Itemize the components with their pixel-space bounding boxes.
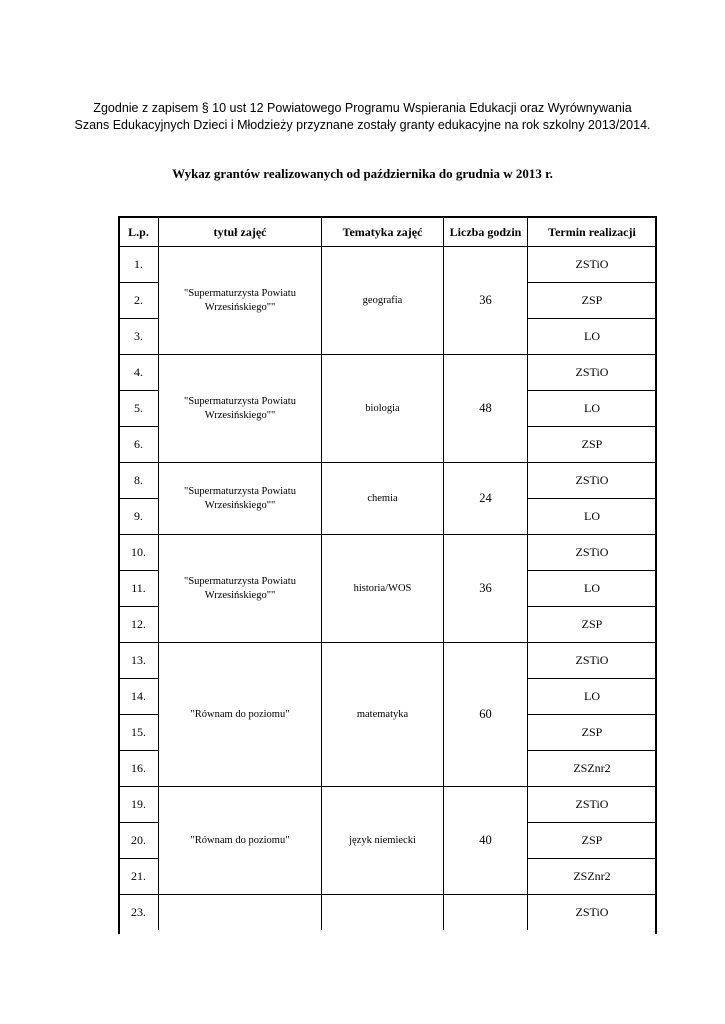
title-line: "Supermaturzysta Powiatu — [184, 287, 296, 299]
topic-cell: historia/WOS — [322, 535, 444, 643]
hours-cell — [444, 895, 528, 931]
lp-cell: 10. — [119, 535, 159, 571]
table-row — [119, 895, 657, 931]
term-cell: ZSTiO — [528, 895, 657, 931]
lp-cell: 16. — [119, 751, 159, 787]
title-line: Wrzesińskiego"" — [204, 499, 276, 511]
table-row — [119, 463, 657, 499]
hours-cell: 36 — [444, 535, 528, 643]
term-cell: ZSP — [528, 607, 657, 643]
lp-cell: 9. — [119, 499, 159, 535]
table-body — [119, 247, 657, 931]
term-cell: LO — [528, 319, 657, 355]
table-row — [119, 535, 657, 571]
header-term: Termin realizacji — [528, 218, 657, 247]
term-cell: ZSTiO — [528, 247, 657, 283]
term-cell: ZSP — [528, 427, 657, 463]
topic-cell: matematyka — [322, 643, 444, 787]
lp-cell: 4. — [119, 355, 159, 391]
title-cell — [159, 535, 322, 643]
term-cell: ZSP — [528, 283, 657, 319]
lp-cell: 11. — [119, 571, 159, 607]
lp-cell: 14. — [119, 679, 159, 715]
title-cell — [159, 787, 322, 895]
hours-cell: 24 — [444, 463, 528, 535]
term-cell: LO — [528, 679, 657, 715]
lp-cell: 15. — [119, 715, 159, 751]
term-cell: ZSZnr2 — [528, 859, 657, 895]
table-row — [119, 355, 657, 391]
term-cell: ZSTiO — [528, 355, 657, 391]
term-cell: ZSP — [528, 823, 657, 859]
lp-cell: 1. — [119, 247, 159, 283]
title-cell — [159, 643, 322, 787]
table-row — [119, 247, 657, 283]
header-topic: Tematyka zajęć — [322, 218, 444, 247]
lp-cell: 8. — [119, 463, 159, 499]
lp-cell: 5. — [119, 391, 159, 427]
title-line: Wrzesińskiego"" — [204, 589, 276, 601]
term-cell: ZSTiO — [528, 787, 657, 823]
hours-cell: 40 — [444, 787, 528, 895]
header-lp: L.p. — [119, 218, 159, 247]
term-cell: ZSP — [528, 715, 657, 751]
intro-line-2: Szans Edukacyjnych Dzieci i Młodzieży przyznane zostały granty edukacyjne na rok szkolny 2013/2014. — [74, 118, 651, 132]
title-line: "Równam do poziomu" — [190, 708, 290, 720]
hours-cell: 60 — [444, 643, 528, 787]
title-cell — [159, 895, 322, 931]
table-row — [119, 787, 657, 823]
title-line: "Supermaturzysta Powiatu — [184, 485, 296, 497]
header-title: tytuł zajęć — [159, 218, 322, 247]
lp-cell: 2. — [119, 283, 159, 319]
grants-table — [118, 217, 657, 930]
intro-paragraph — [0, 100, 725, 134]
title-line: Wrzesińskiego"" — [204, 301, 276, 313]
topic-cell: chemia — [322, 463, 444, 535]
term-cell: LO — [528, 499, 657, 535]
title-cell — [159, 355, 322, 463]
document-heading: Wykaz grantów realizowanych od października do grudnia w 2013 r. — [172, 166, 553, 181]
table-frame-right — [655, 216, 657, 934]
table-header-row — [119, 218, 657, 247]
title-cell — [159, 463, 322, 535]
lp-cell: 20. — [119, 823, 159, 859]
header-hours: Liczba godzin — [444, 218, 528, 247]
lp-cell: 21. — [119, 859, 159, 895]
term-cell: ZSZnr2 — [528, 751, 657, 787]
title-cell — [159, 247, 322, 355]
hours-cell: 48 — [444, 355, 528, 463]
title-line: Wrzesińskiego"" — [204, 409, 276, 421]
topic-cell — [322, 895, 444, 931]
lp-cell: 12. — [119, 607, 159, 643]
term-cell: LO — [528, 571, 657, 607]
topic-cell: język niemiecki — [322, 787, 444, 895]
topic-cell: geografia — [322, 247, 444, 355]
term-cell: ZSTiO — [528, 535, 657, 571]
term-cell: LO — [528, 391, 657, 427]
title-line: "Równam do poziomu" — [190, 834, 290, 846]
lp-cell: 19. — [119, 787, 159, 823]
title-line: "Supermaturzysta Powiatu — [184, 395, 296, 407]
lp-cell: 13. — [119, 643, 159, 679]
term-cell: ZSTiO — [528, 463, 657, 499]
table-row — [119, 643, 657, 679]
topic-cell: biologia — [322, 355, 444, 463]
lp-cell: 6. — [119, 427, 159, 463]
intro-line-1: Zgodnie z zapisem § 10 ust 12 Powiatowego Programu Wspierania Edukacji oraz Wyrównywania — [93, 101, 632, 115]
hours-cell: 36 — [444, 247, 528, 355]
title-line: "Supermaturzysta Powiatu — [184, 575, 296, 587]
table-frame-top — [118, 216, 657, 218]
lp-cell: 3. — [119, 319, 159, 355]
table-frame-left — [118, 216, 120, 934]
lp-cell: 23. — [119, 895, 159, 931]
term-cell: ZSTiO — [528, 643, 657, 679]
